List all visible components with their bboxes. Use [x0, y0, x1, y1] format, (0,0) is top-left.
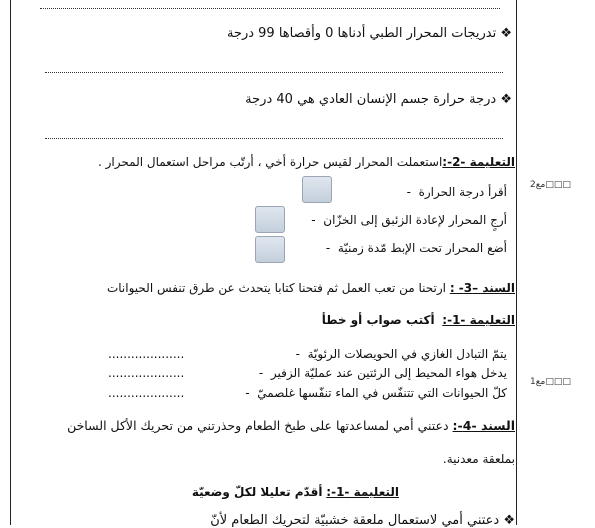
source-3-line: [107, 281, 515, 295]
margin-criterion-1: مع1□□□: [530, 377, 571, 387]
question-exhale-air: يدخل هواء المحيط إلى الرئتين عند عمليّة الزفير -: [258, 366, 507, 380]
step-read-temperature: أقرأ درجة الحرارة -: [406, 185, 507, 199]
step-place-under-arm: أضع المحرار تحت الإبط مّدة زمنيّة -: [325, 241, 507, 255]
order-box-1[interactable]: [302, 176, 332, 203]
source-3-text: ارتحنا من تعب العمل ثم فتحنا كتابا يتحدث عن طرق تنفس الحيوانات: [106, 281, 446, 295]
frame-left-border: [10, 0, 11, 525]
statement-wooden-spoon: ❖ دعتني أمي لاستعمال ملعقة خشبيّة لتحريك الطعام لأنّ: [210, 513, 515, 528]
source-4-text: دعتني أمي لمساعدتها على طبخ الطعام وحذرتني من تحريك الأكل الساخن: [67, 418, 449, 433]
margin-criterion-2: مع2□□□: [530, 180, 571, 190]
order-box-2[interactable]: [255, 206, 285, 233]
task-1-label: التعليمة -1-:: [442, 313, 515, 327]
answer-line-1: [45, 72, 503, 73]
order-box-3[interactable]: [255, 236, 285, 263]
statement-body-temperature: ❖ درجة حرارة جسم الإنسان العادي هي 40 درجة: [245, 92, 512, 107]
task-1b-label: التعليمة -1-:: [326, 485, 399, 499]
answer-line-2: [45, 138, 503, 139]
task-2-label: التعليمة -2-:: [442, 155, 515, 169]
answer-line-top: [40, 8, 500, 9]
answer-dots-2[interactable]: ....................: [108, 366, 185, 380]
task-1b-line: [192, 485, 399, 499]
frame-right-border: [516, 0, 517, 525]
question-gill-breathing: كلّ الحيوانات التي تتنفّس في الماء تنفّسها غلصميّ -: [245, 386, 507, 400]
source-4-label: السند -4-:: [452, 418, 515, 433]
question-gas-exchange: يتمّ التبادل الغازي في الحويصلات الرئويّة -: [295, 347, 507, 361]
task-2-line: [98, 155, 515, 169]
task-1-line: [322, 313, 515, 327]
task-1-text: أكتب صواب أو خطأ: [321, 313, 435, 327]
answer-dots-3[interactable]: ....................: [108, 386, 185, 400]
source-4-continuation: بملعقة معدنية.: [442, 452, 515, 466]
step-shake-thermometer: أرجٍ المحرار لإعادة الزئبق إلى الخزّان -: [311, 213, 507, 227]
source-4-line: [67, 419, 515, 433]
source-3-label: السند –3- :: [449, 281, 515, 295]
answer-dots-1[interactable]: ....................: [108, 347, 185, 361]
statement-thermometer-range: ❖ تدريجات المحرار الطبي أدناها 0 وأقصاها 99 درجة: [226, 26, 512, 41]
task-1b-text: أقدّم تعليلا لكلّ وضعيّة: [191, 485, 323, 499]
task-2-text: استعملت المحرار لقيس حرارة أخي ، أرتّب مراحل استعمال المحرار .: [98, 155, 443, 169]
